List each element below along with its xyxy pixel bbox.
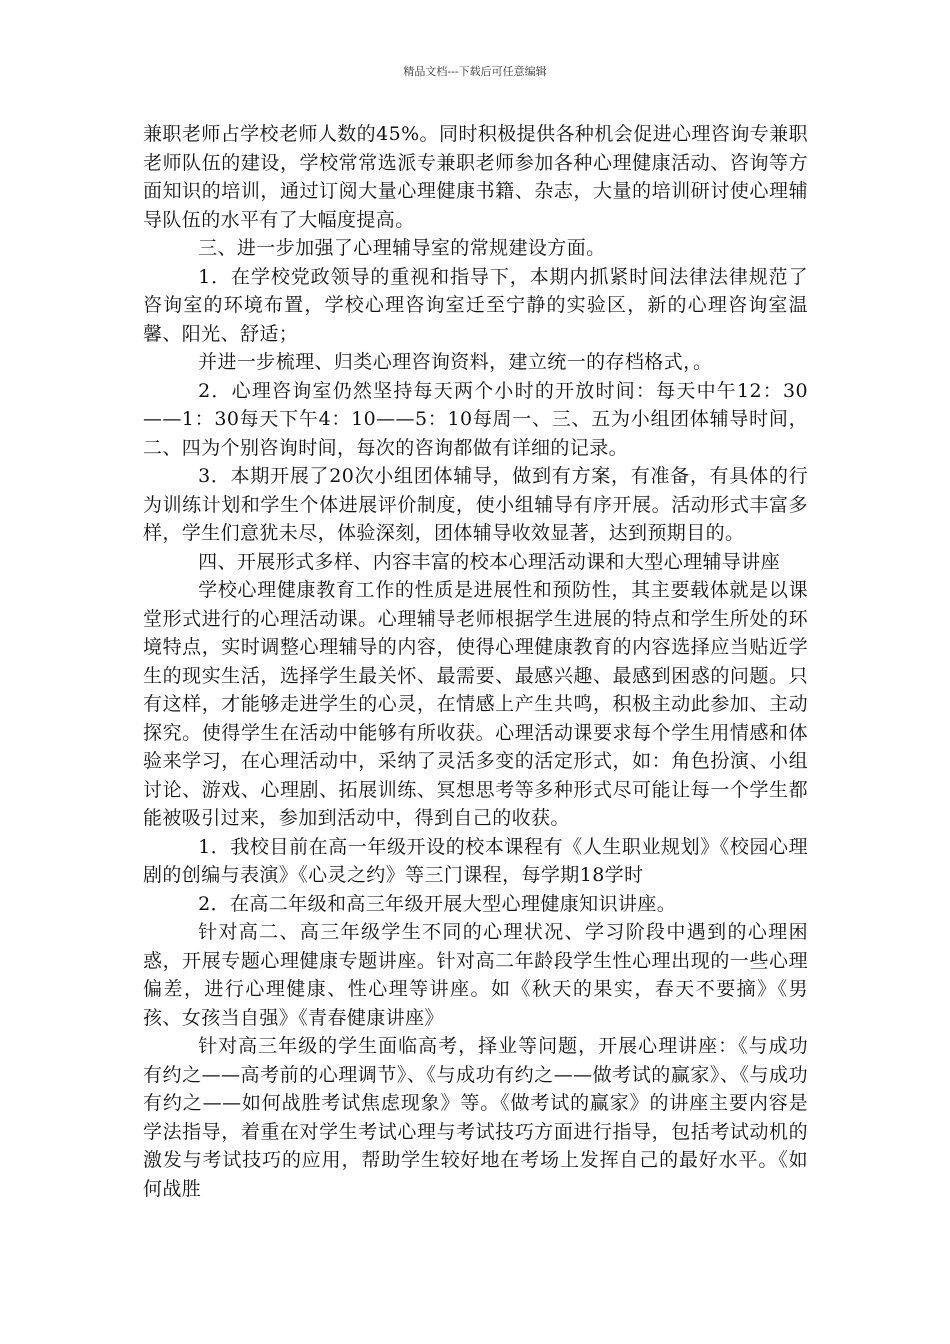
section-heading-3: 三、进一步加强了心理辅导室的常规建设方面。 xyxy=(198,237,606,259)
paragraph-item-2: 2．心理咨询室仍然坚持每天两个小时的开放时间：每天中午12：30——1：30每天下午4：10——5：10每周一、三、五为小组团体辅导时间，二、四为个别咨询时间，每次的咨询都做有详细的记录。 xyxy=(143,379,808,459)
page-header: 精品文档---下载后可任意编辑 xyxy=(403,65,547,78)
section-heading-4: 四、开展形式多样、内容丰富的校本心理活动课和大型心理辅导讲座 xyxy=(198,550,781,573)
document-body xyxy=(143,120,808,1203)
paragraph-courses: 1．我校目前在高一年级开设的校本课程有《人生职业规划》《校园心理剧的创编与表演》《心灵之约》等三门课程，每学期18学时 xyxy=(143,835,808,886)
paragraph-item-1: 1．在学校党政领导的重视和指导下，本期内抓紧时间法律法律规范了咨询室的环境布置，学校心理咨询室迁至宁静的实验区，新的心理咨询室温馨、阳光、舒适； xyxy=(143,265,808,345)
paragraph-lectures: 2．在高二年级和高三年级开展大型心理健康知识讲座。 xyxy=(198,892,677,915)
paragraph-1: 兼职老师占学校老师人数的45%。同时积极提供各种机会促进心理咨询专兼职老师队伍的建设，学校常常选派专兼职老师参加各种心理健康活动、咨询等方面知识的培训，通过订阅大量心理健康书籍、杂志，大量的培训研讨使心理辅导队伍的水平有了大幅度提高。 xyxy=(143,123,808,231)
paragraph-item-3: 3．本期开展了20次小组团体辅导，做到有方案，有准备，有具体的行为训练计划和学生个体进展评价制度，使小组辅导有序开展。活动形式丰富多样，学生们意犹未尽，体验深刻，团体辅导收效显著，达到预期目的。 xyxy=(143,465,808,544)
paragraph-archive: 并进一步梳理、归类心理咨询资料，建立统一的存档格式，。 xyxy=(198,351,713,373)
paragraph-activity-class: 学校心理健康教育工作的性质是进展性和预防性，其主要载体就是以课堂形式进行的心理活动课。心理辅导老师根据学生进展的特点和学生所处的环境特点，实时调整心理辅导的内容，使得心理健康教育的内容选择应当贴近学生的现实生活，选择学生最关怀、最需要、最感兴趣、最感到困惑的问题。只有这样，才能够走进学生的心灵，在情感上产生共鸣，积极主动此参加、主动探究。使得学生在活动中能够有所收获。心理活动课要求每个学生用情感和体验来学习，在心理活动中，采纳了灵活多变的活定形式，如：角色扮演、小组讨论、游戏、心理剧、拓展训练、冥想思考等多种形式尽可能让每一个学生都能被吸引过来，参加到活动中，得到自己的收获。 xyxy=(143,579,808,829)
paragraph-grade-three: 针对高三年级的学生面临高考，择业等问题，开展心理讲座：《与成功有约之——高考前的心理调节》、《与成功有约之——做考试的赢家》、《与成功有约之——如何战胜考试焦虑现象》等。《做考试的赢家》的讲座主要内容是学法指导，着重在对学生考试心理与考试技巧方面进行指导，包括考试动机的激发与考试技巧的应用，帮助学生较好地在考场上发挥自己的最好水平。《如何战胜 xyxy=(143,1035,808,1200)
paragraph-grade-two: 针对高二、高三年级学生不同的心理状况、学习阶段中遇到的心理困惑，开展专题心理健康专题讲座。针对高二年龄段学生性心理出现的一些心理偏差，进行心理健康、性心理等讲座。如《秋天的果实，春天不要摘》《男孩、女孩当自强》《青春健康讲座》 xyxy=(143,921,808,1029)
